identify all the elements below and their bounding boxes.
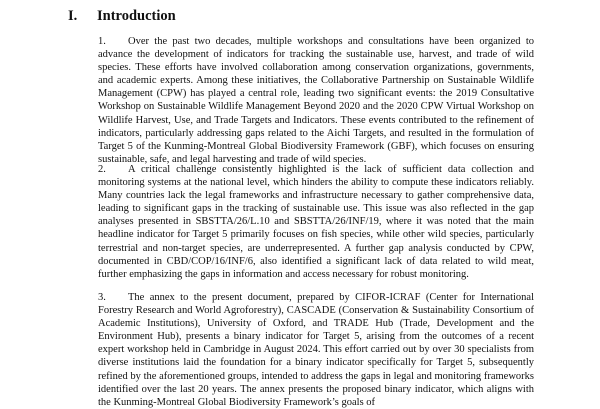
- paragraph-number: 2.: [98, 164, 106, 175]
- paragraph-2: [98, 163, 534, 281]
- paragraph-text: The annex to the present document, prepared by CIFOR-ICRAF (Center for International Forestry Research and World Agroforestry), CASCADE (Conservation & Sustainability Consortium of Academic Institutions), University of Oxford, and TRADE Hub (Trade, Development and the Environment Hub), presents a binary indicator for Target 5, arising from the outcomes of a recent expert workshop held in Cambridge in August 2024. This effort carried out by over 30 specialists from diverse institutions laid the foundation for a binary indicator specifically for Target 5, subsequently refined by the aforementioned groups, intended to address the gaps in legal and monitoring frameworks identified over the last 20 years. The annex presents the proposed binary indicator, which aligns with the Kunming-Montreal Global Biodiversity Framework’s goals of: [98, 292, 534, 408]
- section-number: I.: [68, 8, 78, 24]
- section-title: Introduction: [97, 8, 176, 24]
- section-heading: [68, 6, 176, 26]
- paragraph-number: 3.: [98, 292, 106, 303]
- paragraph-number: 1.: [98, 36, 106, 47]
- paragraph-text: Over the past two decades, multiple workshops and consultations have been organized to advance the development of indicators for tracking the sustainable use, harvest, and trade of wild species. These efforts have involved collaboration among conservation organizations, governments, and academic experts. Among these initiatives, the Collaborative Partnership on Sustainable Wildlife Management (CPW) has played a central role, leading two significant events: the 2019 Consultative Workshop on Sustainable Wildlife Management Beyond 2020 and the 2020 CPW Virtual Workshop on Wildlife Harvest, Use, and Trade Targets and Indicators. These events contributed to the refinement of indicators, particularly addressing gaps related to the Aichi Targets, and resulted in the formulation of Target 5 of the Kunming-Montreal Global Biodiversity Framework (GBF), which focuses on ensuring sustainable, safe, and legal harvesting and trade of wild species.: [98, 36, 534, 165]
- paragraph-1: [98, 35, 534, 166]
- paragraph-3: [98, 291, 534, 409]
- paragraph-text: A critical challenge consistently highlighted is the lack of sufficient data collection and monitoring systems at the national level, which hinders the ability to compute these indicators reliably. Many countries lack the legal frameworks and infrastructure necessary to gather comprehensive data, leading to significant gaps in the tracking of sustainable use. This issue was also reflected in the gap analyses presented in SBSTTA/26/L.10 and SBSTTA/26/INF/19, where it was noted that the main headline indicator for Target 5 primarily focuses on fish species, while other wild species, particularly terrestrial and non-target species, are underrepresented. A further gap analysis conducted by CPW, documented in CBD/COP/16/INF/6, also identified a significant lack of data related to wild meat, further emphasizing the gaps in information and access necessary for robust monitoring.: [98, 164, 534, 280]
